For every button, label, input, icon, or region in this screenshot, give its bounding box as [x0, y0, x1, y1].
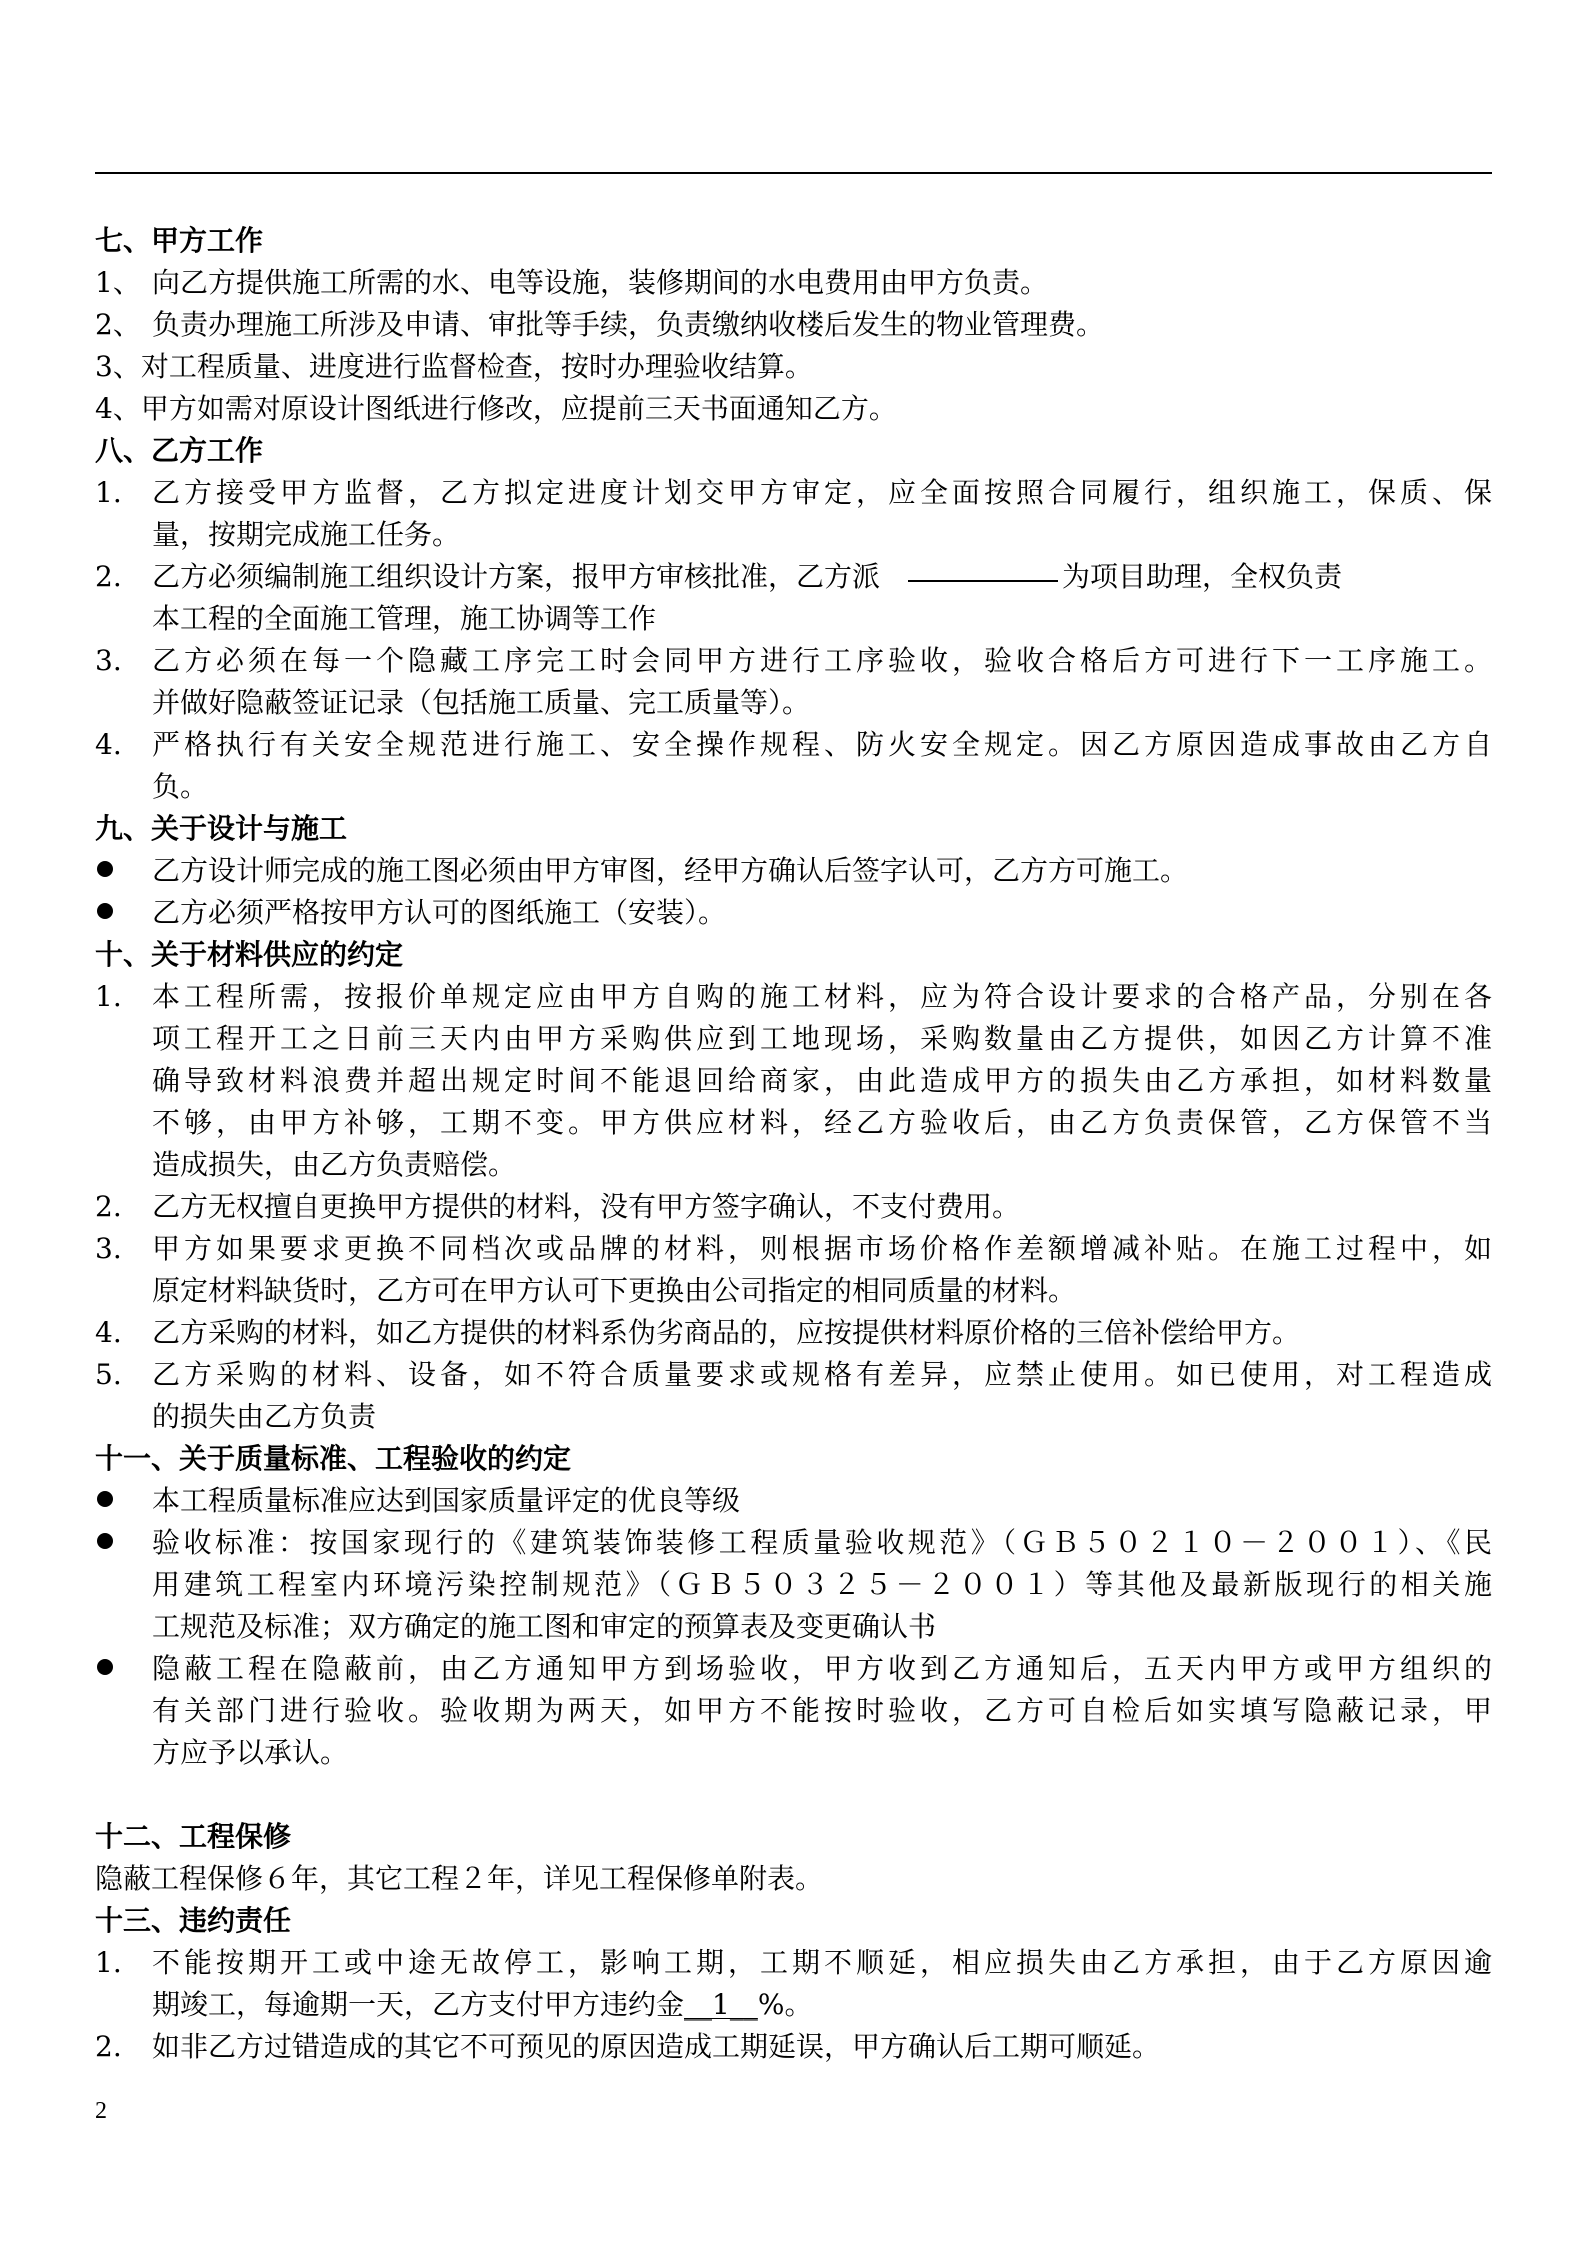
list-marker: 4. — [95, 1316, 122, 1349]
list-item-text: 不够，由甲方补够，工期不变。甲方供应材料，经乙方验收后，由乙方负责保管，乙方保管不当 — [152, 1106, 1492, 1139]
bullet-item — [95, 892, 1492, 934]
list-item-text: 的损失由乙方负责 — [152, 1400, 377, 1433]
list-item-text: %。 — [757, 1988, 813, 2021]
list-marker: 1、 — [95, 266, 141, 299]
list-item — [95, 1186, 1492, 1228]
bullet-item-text: 验收标准：按国家现行的《建筑装饰装修工程质量验收规范》（ＧＢ５０２１０－２００１）、《民 — [152, 1526, 1492, 1559]
list-item-line — [152, 1984, 1492, 2026]
list-item-text: 本工程的全面施工管理，施工协调等工作 — [152, 602, 657, 635]
list-marker: 1. — [95, 476, 122, 509]
section-heading-8: 八、乙方工作 — [95, 434, 264, 467]
list-item-text: 乙方必须编制施工组织设计方案，报甲方审核批准，乙方派 — [152, 560, 881, 593]
list-marker: 3. — [95, 1232, 122, 1265]
bullet-item — [95, 850, 1492, 892]
bullet-marker — [95, 1648, 152, 1690]
list-item-text: 量，按期完成施工任务。 — [152, 518, 461, 551]
list-item-text: 期竣工，每逾期一天，乙方支付甲方违约金 — [152, 1988, 685, 2021]
bullet-marker — [95, 1480, 152, 1522]
bullet-dot-icon — [97, 1659, 113, 1675]
section-heading-10: 十、关于材料供应的约定 — [95, 938, 404, 971]
bullet-dot-icon — [97, 861, 113, 877]
list-item-text: 乙方采购的材料，如乙方提供的材料系伪劣商品的，应按提供材料原价格的三倍补偿给甲方。 — [152, 1316, 1301, 1349]
bullet-item-text: 隐蔽工程在隐蔽前，由乙方通知甲方到场验收，甲方收到乙方通知后，五天内甲方或甲方组织的 — [152, 1652, 1492, 1685]
list-item-text: 向乙方提供施工所需的水、电等设施，装修期间的水电费用由甲方负责。 — [152, 266, 1049, 299]
list-item — [95, 472, 1492, 556]
section-heading-9: 九、关于设计与施工 — [95, 812, 348, 845]
bullet-item-text: 乙方设计师完成的施工图必须由甲方审图，经甲方确认后签字认可，乙方方可施工。 — [152, 854, 1189, 887]
header-rule — [95, 172, 1492, 174]
list-marker: 2、 — [95, 308, 141, 341]
section-heading-12: 十二、工程保修 — [95, 1820, 292, 1853]
list-marker: 5. — [95, 1358, 122, 1391]
bullet-item-text: 乙方必须严格按甲方认可的图纸施工（安装）。 — [152, 896, 727, 929]
list-marker: 4. — [95, 728, 122, 761]
list-item — [95, 1312, 1492, 1354]
list-item-text: 甲方如果要求更换不同档次或品牌的材料，则根据市场价格作差额增减补贴。在施工过程中，如 — [152, 1232, 1492, 1265]
list-marker: 1. — [95, 1946, 122, 1979]
list-item — [95, 1942, 1492, 2026]
list-item — [95, 262, 1492, 304]
list-marker: 1. — [95, 980, 122, 1013]
list-item-text: 负责办理施工所涉及申请、审批等手续，负责缴纳收楼后发生的物业管理费。 — [152, 308, 1105, 341]
section-heading-13: 十三、违约责任 — [95, 1904, 292, 1937]
list-item-text: 乙方必须在每一个隐藏工序完工时会同甲方进行工序验收，验收合格后方可进行下一工序施工。 — [152, 644, 1492, 677]
list-item-text: 确导致材料浪费并超出规定时间不能退回给商家，由此造成甲方的损失由乙方承担，如材料数量 — [152, 1064, 1492, 1097]
list-item-text: 3、对工程质量、进度进行监督检查，按时办理验收结算。 — [95, 350, 813, 383]
list-item-line — [152, 556, 1492, 598]
list-item — [95, 640, 1492, 724]
bullet-item-text: 本工程质量标准应达到国家质量评定的优良等级 — [152, 1484, 741, 1517]
bullet-item — [95, 1480, 1492, 1522]
list-item-text: 严格执行有关安全规范进行施工、安全操作规程、防火安全规定。因乙方原因造成事故由乙方自 — [152, 728, 1492, 761]
list-marker: 2. — [95, 1190, 122, 1223]
bullet-marker — [95, 892, 152, 934]
bullet-item-text: 有关部门进行验收。验收期为两天，如甲方不能按时验收，乙方可自检后如实填写隐蔽记录，甲 — [152, 1694, 1492, 1727]
list-marker: 2. — [95, 2030, 122, 2063]
list-item-text: 不能按期开工或中途无故停工，影响工期，工期不顺延，相应损失由乙方承担，由于乙方原因逾 — [152, 1946, 1492, 1979]
bullet-dot-icon — [97, 1491, 113, 1507]
list-item — [95, 2026, 1492, 2068]
section-text: 隐蔽工程保修６年，其它工程２年，详见工程保修单附表。 — [95, 1862, 824, 1895]
list-item-text: 为项目助理，全权负责 — [1062, 560, 1343, 593]
bullet-item — [95, 1522, 1492, 1648]
list-item — [95, 1354, 1492, 1438]
list-item-text: 乙方采购的材料、设备，如不符合质量要求或规格有差异，应禁止使用。如已使用，对工程造成 — [152, 1358, 1492, 1391]
document-body — [95, 220, 1492, 2068]
bullet-dot-icon — [97, 1533, 113, 1549]
section-heading-7: 七、甲方工作 — [95, 224, 264, 257]
bullet-marker — [95, 1522, 152, 1564]
bullet-dot-icon — [97, 903, 113, 919]
bullet-item-text: 工规范及标准；双方确定的施工图和审定的预算表及变更确认书 — [152, 1610, 937, 1643]
page-number: 2 — [95, 2098, 107, 2124]
list-item-text: 并做好隐蔽签证记录（包括施工质量、完工质量等）。 — [152, 686, 811, 719]
bullet-marker — [95, 850, 152, 892]
bullet-item-text: 用建筑工程室内环境污染控制规范》（ＧＢ５０３２５－２００１）等其他及最新版现行的相关施 — [152, 1568, 1492, 1601]
list-item — [95, 304, 1492, 346]
fill-in-blank[interactable] — [908, 552, 1058, 582]
list-item-text: 4、甲方如需对原设计图纸进行修改，应提前三天书面通知乙方。 — [95, 392, 897, 425]
list-item — [95, 976, 1492, 1186]
section-heading-11: 十一、关于质量标准、工程验收的约定 — [95, 1442, 572, 1475]
list-item-text: 如非乙方过错造成的其它不可预见的原因造成工期延误，甲方确认后工期可顺延。 — [152, 2030, 1161, 2063]
list-item-text: 造成损失，由乙方负责赔偿。 — [152, 1148, 517, 1181]
list-item-text: 乙方无权擅自更换甲方提供的材料，没有甲方签字确认，不支付费用。 — [152, 1190, 1021, 1223]
list-item-text: 乙方接受甲方监督，乙方拟定进度计划交甲方审定，应全面按照合同履行，组织施工，保质、保 — [152, 476, 1492, 509]
bullet-item-text: 方应予以承认。 — [152, 1736, 349, 1769]
list-item-text: 本工程所需，按报价单规定应由甲方自购的施工材料，应为符合设计要求的合格产品，分别在各 — [152, 980, 1492, 1013]
list-item-text: 项工程开工之日前三天内由甲方采购供应到工地现场，采购数量由乙方提供，如因乙方计算不准 — [152, 1022, 1492, 1055]
penalty-rate-value: __1__ — [684, 1988, 758, 2021]
list-marker: 3. — [95, 644, 122, 677]
list-item — [95, 1228, 1492, 1312]
blank-line — [95, 1774, 1492, 1816]
list-item — [95, 724, 1492, 808]
list-marker: 2. — [95, 560, 122, 593]
list-item-text: 负。 — [152, 770, 209, 803]
list-item — [95, 556, 1492, 640]
list-item-text: 原定材料缺货时，乙方可在甲方认可下更换由公司指定的相同质量的材料。 — [152, 1274, 1077, 1307]
bullet-item — [95, 1648, 1492, 1774]
